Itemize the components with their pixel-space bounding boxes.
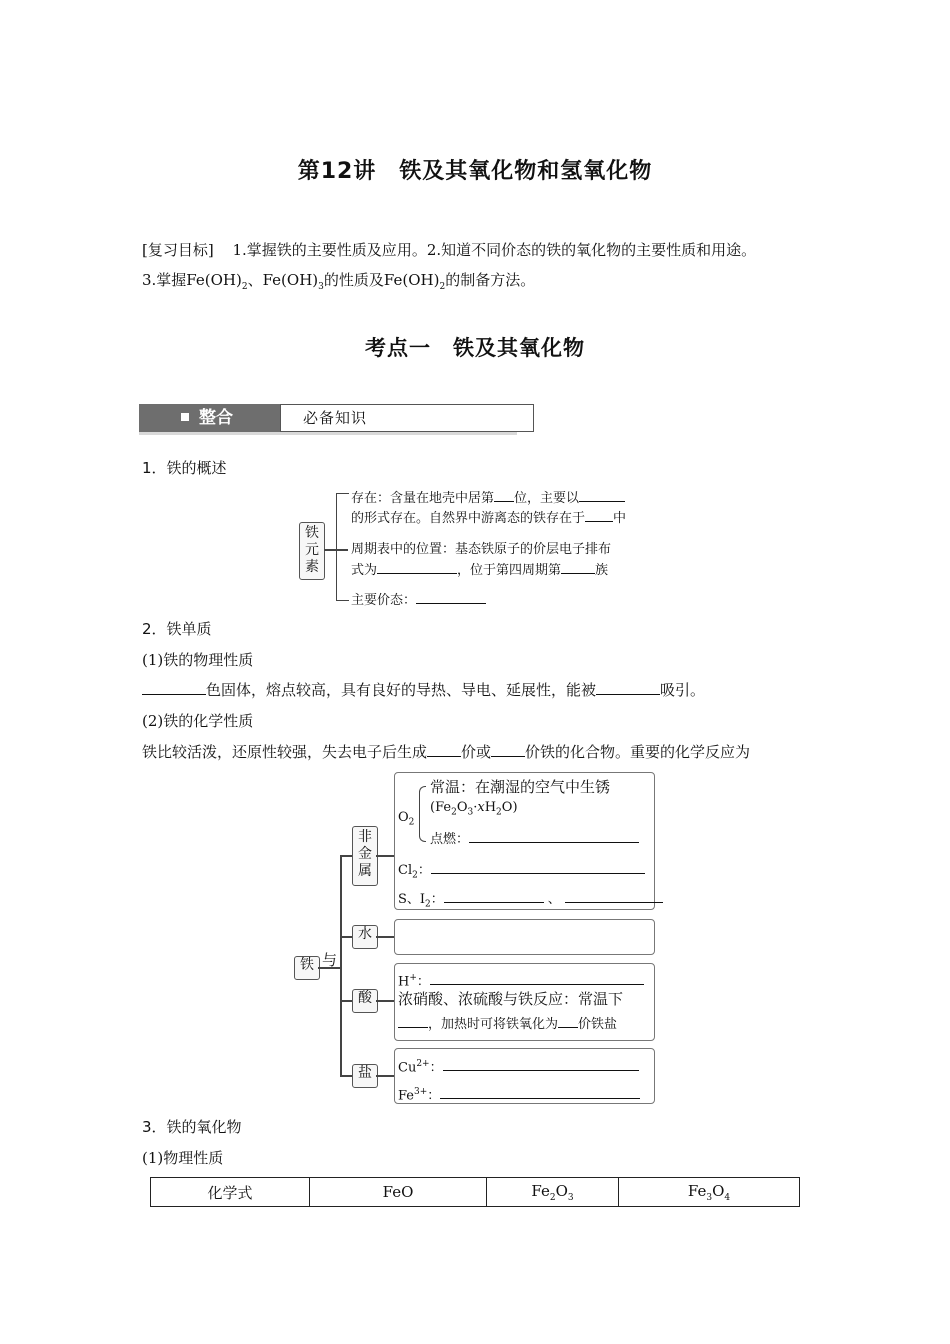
- blank: [416, 589, 486, 604]
- page-title: 第12讲 铁及其氧化物和氢氧化物: [297, 159, 653, 184]
- cu-text: Cu: [398, 1060, 417, 1076]
- water-reaction-box: [394, 919, 655, 955]
- s3-p1-title: (1)物理性质: [142, 1149, 224, 1167]
- element-connector: [324, 549, 336, 551]
- blank: [142, 680, 206, 695]
- branch-acid: [340, 1000, 352, 1002]
- o2-label: [398, 808, 414, 833]
- position-line2: [351, 559, 608, 581]
- banner-light-label: 必备知识: [303, 409, 368, 427]
- fe-text: Fe: [398, 1088, 415, 1104]
- branch-salt: [340, 1075, 352, 1077]
- rust-text: ·: [473, 800, 478, 815]
- position-line1: 周期表中的位置：基态铁原子的价层电子排布: [351, 542, 612, 557]
- blank: [579, 487, 625, 502]
- s2-text: 价或: [461, 743, 492, 761]
- banner-light: [280, 404, 534, 432]
- colon: ：: [429, 1060, 443, 1076]
- comma: 、: [547, 892, 561, 907]
- o2-text: O: [398, 810, 409, 825]
- superscript: +: [409, 973, 417, 983]
- blank: [443, 1056, 639, 1071]
- review-goals-line2: [142, 270, 535, 297]
- goal-text: 、Fe(OH): [247, 271, 319, 289]
- rust-text: O: [456, 800, 468, 815]
- nonmetal-link: [376, 855, 394, 857]
- blank: [561, 559, 595, 574]
- subscript: 2: [549, 1192, 556, 1203]
- acid-link: [376, 1000, 394, 1002]
- colon: ：: [430, 892, 444, 907]
- subscript: 2: [408, 817, 415, 828]
- colon: ：: [416, 974, 430, 990]
- nonmetal-char: 金: [358, 846, 372, 862]
- subscript: 3: [567, 1192, 574, 1203]
- blank: [494, 487, 514, 502]
- square-icon: [181, 413, 189, 421]
- colon: ：: [417, 863, 431, 878]
- review-goals-label: [复习目标]: [142, 241, 214, 259]
- section-title: 考点一 铁及其氧化物: [365, 336, 585, 360]
- iron-element-char: 铁: [305, 525, 319, 541]
- table-header-fe2o3: [487, 1178, 619, 1207]
- blank: [430, 970, 644, 985]
- existence-line2: [351, 507, 626, 529]
- iron-box: 铁: [294, 956, 320, 980]
- s1-heading: 1．铁的概述: [142, 459, 227, 477]
- colon: ：: [427, 1088, 441, 1104]
- s2-text: 色固体，熔点较高，具有良好的导热、导电、延展性，能被: [206, 681, 597, 699]
- with-label: 与: [322, 951, 338, 969]
- nonmetal-char: 非: [358, 829, 372, 845]
- formula-text: Fe: [531, 1181, 550, 1200]
- acid-line2: [398, 1013, 617, 1035]
- salt-link: [376, 1075, 394, 1077]
- ignite-text: 点燃：: [430, 832, 470, 847]
- blank: [377, 559, 457, 574]
- table-header-feo: FeO: [310, 1178, 487, 1207]
- table-header-fe3o4: [619, 1178, 800, 1207]
- water-box: 水: [352, 925, 378, 949]
- blank: [398, 1013, 428, 1028]
- blank: [469, 828, 639, 843]
- s-i2-line: [398, 888, 663, 915]
- position-text: ，位于第四周期第: [457, 563, 562, 578]
- formula-text: Fe: [687, 1181, 707, 1200]
- position-text: 族: [595, 563, 609, 578]
- subscript: 3: [318, 282, 324, 292]
- existence-text: 存在：含量在地壳中居第: [351, 491, 495, 506]
- s3-heading: 3．铁的氧化物: [142, 1118, 242, 1136]
- subscript: 4: [724, 1192, 731, 1203]
- review-goals-text1: 1.掌握铁的主要性质及应用。2.知道不同价态的铁的氧化物的主要性质和用途。: [232, 241, 757, 259]
- existence-text: 的形式存在。自然界中游离态的铁存在于: [351, 511, 586, 526]
- goal-text: 的性质及Fe(OH): [323, 271, 440, 289]
- goal-text: 的制备方法。: [445, 271, 536, 289]
- review-goals-line1: [142, 240, 756, 260]
- element-bracket: [336, 493, 349, 601]
- o2-brace: [419, 786, 426, 842]
- s2-p1-title: (1)铁的物理性质: [142, 651, 254, 669]
- acid-box: 酸: [352, 989, 378, 1013]
- salt-box: 盐: [352, 1064, 378, 1088]
- subscript: 2: [496, 807, 502, 818]
- subscript: 3: [467, 807, 474, 818]
- subscript: 2: [439, 282, 446, 292]
- branch-water: [340, 936, 352, 938]
- nonmetal-box: [352, 826, 378, 886]
- water-link: [376, 936, 394, 938]
- rust-text: x: [477, 800, 485, 815]
- blank: [585, 507, 613, 522]
- fe-line: [398, 1082, 640, 1106]
- section-banner: [139, 404, 517, 436]
- subscript: 3: [706, 1192, 713, 1203]
- branch-nonmetal: [340, 855, 352, 857]
- iron-element-char: 素: [305, 559, 319, 575]
- cu-line: [398, 1054, 639, 1078]
- existence-text: 位，主要以: [514, 491, 580, 506]
- s-i2-text: S、I: [398, 892, 426, 907]
- blank: [596, 680, 660, 695]
- s2-text: 吸引。: [660, 681, 706, 699]
- element-mid-tick: [336, 549, 348, 551]
- s2-p2-text: [142, 742, 750, 762]
- formula-text: O: [712, 1181, 725, 1200]
- valence-text: 主要价态：: [351, 593, 417, 608]
- iron-element-char: 元: [305, 542, 319, 558]
- position-text: 式为: [351, 563, 378, 578]
- formula-text: O: [555, 1181, 568, 1200]
- existence-line1: [351, 487, 625, 509]
- rust-formula: [430, 798, 518, 823]
- h-text: H: [398, 974, 410, 990]
- s2-text: 铁比较活泼，还原性较强，失去电子后生成: [142, 743, 428, 761]
- o2-ignite: [430, 828, 639, 850]
- table-row: [151, 1178, 800, 1207]
- valence-line: [351, 589, 486, 611]
- acid-line1: 浓硝酸、浓硫酸与铁反应：常温下: [398, 990, 624, 1008]
- blank: [491, 742, 525, 757]
- oxide-properties-table: [150, 1177, 800, 1207]
- blank: [427, 742, 461, 757]
- table-header-formula: 化学式: [151, 1178, 310, 1207]
- s2-p2-title: (2)铁的化学性质: [142, 712, 254, 730]
- rust-text: H: [484, 800, 497, 815]
- banner-dark-label: 整合: [199, 408, 233, 428]
- iron-element-box: [299, 522, 325, 580]
- subscript: 2: [241, 282, 248, 292]
- blank: [558, 1013, 578, 1028]
- subscript: 2: [412, 870, 418, 881]
- superscript: 2+: [416, 1059, 430, 1069]
- superscript: 3+: [414, 1087, 428, 1097]
- s2-text: 价铁的化合物。重要的化学反应为: [525, 743, 751, 761]
- o2-normal-temp: 常温：在潮湿的空气中生锈: [430, 778, 611, 796]
- existence-text: 中: [613, 511, 627, 526]
- blank: [431, 859, 645, 874]
- subscript: 2: [425, 899, 431, 910]
- acid-text: 价铁盐: [578, 1017, 618, 1032]
- rust-text: (Fe: [430, 800, 452, 815]
- nonmetal-char: 属: [358, 863, 372, 879]
- rust-text: O): [501, 800, 518, 815]
- s2-p1-text: [142, 680, 705, 700]
- blank: [444, 888, 544, 903]
- subscript: 2: [451, 807, 457, 818]
- blank: [440, 1084, 640, 1099]
- banner-dark: [139, 404, 280, 432]
- blank: [565, 888, 663, 903]
- main-trunk: [340, 855, 342, 1076]
- cl2-text: Cl: [398, 863, 413, 878]
- s2-heading: 2．铁单质: [142, 620, 212, 638]
- cl2-line: [398, 859, 645, 886]
- acid-text: ，加热时可将铁氧化为: [428, 1017, 559, 1032]
- goal-text: 3.掌握Fe(OH): [142, 271, 242, 289]
